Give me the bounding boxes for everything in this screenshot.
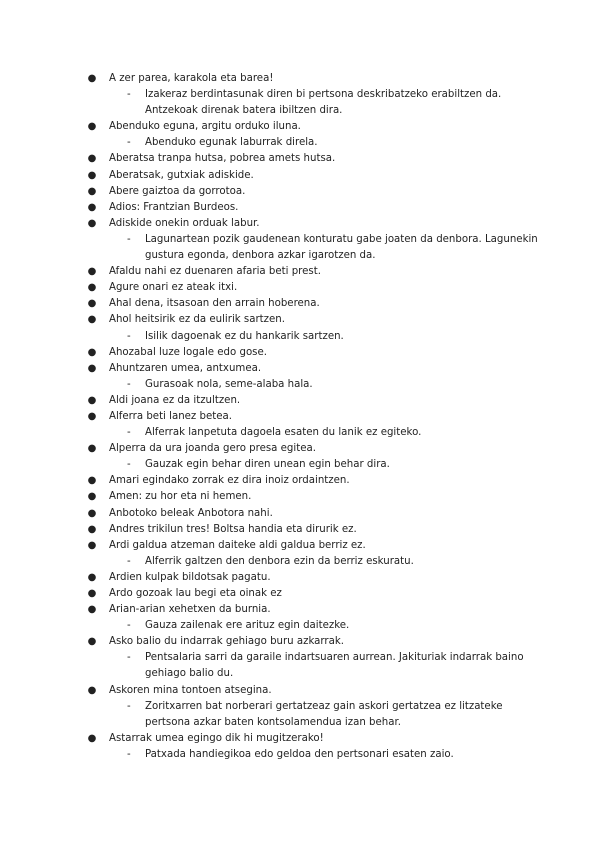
bullet-icon: ● — [87, 475, 97, 487]
bullet-icon: ● — [87, 491, 97, 503]
proverb-line — [0, 345, 600, 361]
proverb-line — [0, 280, 600, 296]
dash-icon: - — [127, 555, 131, 567]
list-item — [0, 345, 600, 361]
explanation — [0, 135, 600, 151]
dash-icon: - — [127, 652, 131, 664]
dash-icon: - — [127, 700, 131, 712]
list-item — [0, 489, 600, 505]
proverb-text: Abenduko eguna, argitu orduko iluna. — [109, 121, 301, 133]
list-item — [0, 361, 600, 393]
list-item — [0, 683, 600, 731]
explanation — [0, 377, 600, 393]
explanation-line — [0, 377, 600, 393]
proverb-line — [0, 441, 600, 457]
list-item — [0, 280, 600, 296]
bullet-icon: ● — [87, 217, 97, 229]
proverb-text: Aberatsak, gutxiak adiskide. — [109, 169, 254, 181]
list-item — [0, 168, 600, 184]
bullet-icon: ● — [87, 362, 97, 374]
list-item — [0, 409, 600, 441]
proverb-text: Asko balio du indarrak gehiago buru azkarrak. — [109, 636, 345, 648]
explanation-line — [0, 699, 600, 715]
explanation-text: Patxada handiegikoa edo geldoa den pertsonari esaten zaio. — [145, 748, 454, 760]
explanation-text: Lagunartean pozik gaudenean konturatu gabe joaten da denbora. Lagunekin — [145, 233, 538, 245]
explanation-line — [0, 650, 600, 666]
list-item — [0, 200, 600, 216]
explanation-line — [0, 425, 600, 441]
proverb-text: Alferra beti lanez betea. — [109, 410, 232, 422]
bullet-icon: ● — [87, 298, 97, 310]
explanation — [0, 87, 600, 119]
explanation-text: Zoritxarren bat norberari gertatzeaz gain askori gertatzea ez litzateke — [145, 700, 503, 712]
explanation-line — [0, 103, 600, 119]
explanation — [0, 618, 600, 634]
list-item — [0, 506, 600, 522]
explanation-text: Isilik dagoenak ez du hankarik sartzen. — [145, 330, 344, 342]
bullet-icon: ● — [87, 394, 97, 406]
proverb-line — [0, 473, 600, 489]
list-item — [0, 312, 600, 344]
list-item — [0, 634, 600, 682]
proverb-text: Astarrak umea egingo dik hi mugitzerako! — [109, 732, 324, 744]
dash-icon: - — [127, 137, 131, 149]
bullet-icon: ● — [87, 523, 97, 535]
explanation — [0, 457, 600, 473]
proverb-line — [0, 683, 600, 699]
list-item — [0, 473, 600, 489]
explanation-line — [0, 618, 600, 634]
proverb-line — [0, 264, 600, 280]
list-item — [0, 151, 600, 167]
proverb-text: Adiskide onekin orduak labur. — [109, 217, 260, 229]
explanation-line — [0, 87, 600, 103]
proverb-line — [0, 393, 600, 409]
explanation — [0, 425, 600, 441]
dash-icon: - — [127, 330, 131, 342]
proverb-line — [0, 312, 600, 328]
proverb-text: A zer parea, karakola eta barea! — [109, 73, 274, 84]
bullet-icon: ● — [87, 507, 97, 519]
proverb-text: Alperra da ura joanda gero presa egitea. — [109, 443, 316, 455]
bullet-icon: ● — [87, 153, 97, 165]
dash-icon: - — [127, 620, 131, 632]
proverb-text: Amari egindako zorrak ez dira inoiz ordaintzen. — [109, 475, 350, 487]
explanation-text: Antzekoak direnak batera ibiltzen dira. — [145, 105, 343, 117]
dash-icon: - — [127, 233, 131, 245]
list-item — [0, 184, 600, 200]
proverb-line — [0, 168, 600, 184]
proverb-text: Ahol heitsirik ez da eulirik sartzen. — [109, 314, 285, 326]
bullet-icon: ● — [87, 732, 97, 744]
proverb-line — [0, 489, 600, 505]
bullet-icon: ● — [87, 346, 97, 358]
bullet-icon: ● — [87, 201, 97, 213]
proverb-text: Agure onari ez ateak itxi. — [109, 282, 238, 294]
proverb-line — [0, 586, 600, 602]
list-item — [0, 602, 600, 634]
list-item — [0, 296, 600, 312]
explanation-line — [0, 135, 600, 151]
bullet-icon: ● — [87, 73, 97, 84]
proverb-text: Amen: zu hor eta ni hemen. — [109, 491, 252, 503]
proverb-line — [0, 361, 600, 377]
explanation — [0, 699, 600, 731]
proverb-text: Adios: Frantzian Burdeos. — [109, 201, 239, 213]
bullet-icon: ● — [87, 121, 97, 133]
proverb-text: Arian-arian xehetxen da burnia. — [109, 604, 271, 616]
bullet-icon: ● — [87, 604, 97, 616]
proverb-line — [0, 731, 600, 747]
proverb-line — [0, 184, 600, 200]
dash-icon: - — [127, 459, 131, 471]
explanation-text: gehiago balio du. — [145, 668, 234, 680]
proverb-text: Ahuntzaren umea, antxumea. — [109, 362, 262, 374]
proverb-text: Askoren mina tontoen atsegina. — [109, 684, 272, 696]
proverb-line — [0, 522, 600, 538]
proverb-line — [0, 151, 600, 167]
proverb-line — [0, 119, 600, 135]
list-item — [0, 393, 600, 409]
dash-icon: - — [127, 427, 131, 439]
explanation-line — [0, 715, 600, 731]
explanation-line — [0, 457, 600, 473]
proverb-text: Aberatsa tranpa hutsa, pobrea amets hutsa. — [109, 153, 336, 165]
dash-icon: - — [127, 378, 131, 390]
proverb-list — [0, 71, 600, 763]
explanation — [0, 232, 600, 264]
proverb-line — [0, 409, 600, 425]
explanation — [0, 554, 600, 570]
proverb-text: Aldi joana ez da itzultzen. — [109, 394, 241, 406]
proverb-line — [0, 506, 600, 522]
bullet-icon: ● — [87, 588, 97, 599]
explanation-text: Pentsalaria sarri da garaile indartsuaren aurrean. Jakituriak indarrak baino — [145, 652, 524, 664]
proverb-text: Anbotoko beleak Anbotora nahi. — [109, 507, 273, 519]
explanation-text: Alferrik galtzen den denbora ezin da berriz eskuratu. — [145, 555, 414, 567]
explanation-line — [0, 554, 600, 570]
list-item — [0, 119, 600, 151]
bullet-icon: ● — [87, 169, 97, 181]
proverb-text: Ahal dena, itsasoan den arrain hoberena. — [109, 298, 320, 310]
proverb-line — [0, 538, 600, 554]
proverb-text: Ardo gozoak lau begi eta oinak ez — [109, 588, 282, 599]
bullet-icon: ● — [87, 410, 97, 422]
proverb-text: Afaldu nahi ez duenaren afaria beti prest. — [109, 266, 321, 278]
explanation-text: Gurasoak nola, seme-alaba hala. — [145, 378, 313, 390]
bullet-icon: ● — [87, 636, 97, 648]
proverb-line — [0, 216, 600, 232]
explanation — [0, 650, 600, 682]
proverb-text: Abere gaiztoa da gorrotoa. — [109, 185, 246, 197]
proverb-line — [0, 296, 600, 312]
proverb-line — [0, 602, 600, 618]
proverb-line — [0, 634, 600, 650]
explanation-text: Izakeraz berdintasunak diren bi pertsona deskribatzeko erabiltzen da. — [145, 89, 502, 101]
list-item — [0, 216, 600, 264]
list-item — [0, 522, 600, 538]
list-item — [0, 441, 600, 473]
proverb-line — [0, 570, 600, 586]
explanation-line — [0, 232, 600, 248]
list-item — [0, 586, 600, 602]
explanation-line — [0, 248, 600, 264]
bullet-icon: ● — [87, 571, 97, 583]
list-item — [0, 71, 600, 119]
explanation-text: Abenduko egunak laburrak direla. — [145, 137, 318, 149]
explanation-text: Gauza zailenak ere arituz egin daitezke. — [145, 620, 350, 632]
bullet-icon: ● — [87, 443, 97, 455]
proverb-text: Andres trikilun tres! Boltsa handia eta dirurik ez. — [109, 523, 357, 535]
explanation-text: pertsona azkar baten kontsolamendua izan behar. — [145, 716, 401, 728]
explanation-text: Alferrak lanpetuta dagoela esaten du lanik ez egiteko. — [145, 427, 422, 439]
proverb-line — [0, 200, 600, 216]
explanation-text: Gauzak egin behar diren unean egin behar dira. — [145, 459, 390, 471]
list-item — [0, 731, 600, 763]
dash-icon: - — [127, 89, 131, 101]
bullet-icon: ● — [87, 282, 97, 294]
explanation — [0, 747, 600, 763]
list-item — [0, 264, 600, 280]
explanation-line — [0, 747, 600, 763]
proverb-text: Ahozabal luze logale edo gose. — [109, 346, 267, 358]
explanation-line — [0, 329, 600, 345]
bullet-icon: ● — [87, 266, 97, 278]
list-item — [0, 570, 600, 586]
bullet-icon: ● — [87, 185, 97, 197]
dash-icon: - — [127, 748, 131, 760]
proverb-text: Ardi galdua atzeman daiteke aldi galdua berriz ez. — [109, 539, 366, 551]
explanation-text: gustura egonda, denbora azkar igarotzen da. — [145, 250, 376, 262]
explanation-line — [0, 666, 600, 682]
proverb-line — [0, 71, 600, 87]
bullet-icon: ● — [87, 539, 97, 551]
bullet-icon: ● — [87, 684, 97, 696]
list-item — [0, 538, 600, 570]
bullet-icon: ● — [87, 314, 97, 326]
proverb-text: Ardien kulpak bildotsak pagatu. — [109, 571, 271, 583]
explanation — [0, 329, 600, 345]
